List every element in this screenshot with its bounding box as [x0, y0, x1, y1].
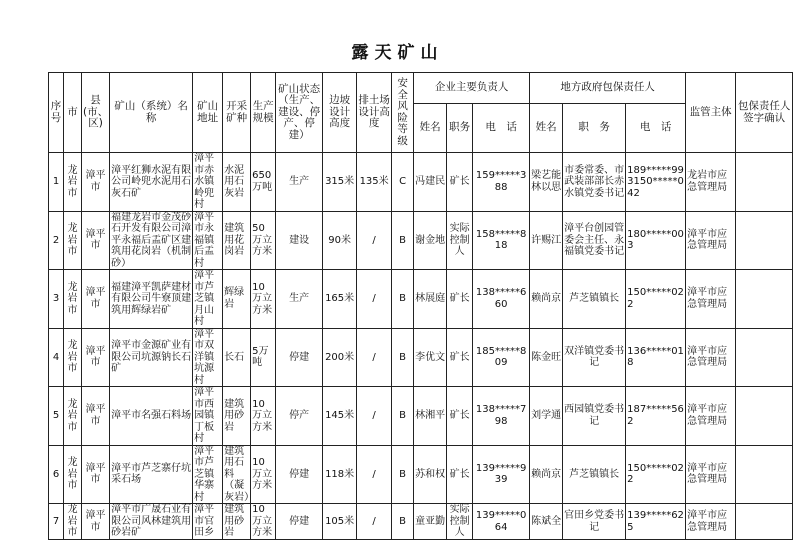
- header-gov-name: 姓名: [530, 104, 563, 153]
- cell-position: 矿长: [447, 153, 473, 212]
- cell-mine: 福建龙岩市金茂砂石开发有限公司漳平永福后盂矿区建筑用花岗岩（机制砂）: [111, 211, 192, 269]
- table-row: [49, 445, 793, 504]
- header-sign: 包保责任人签字确认: [736, 73, 793, 153]
- cell-dump: /: [357, 387, 392, 446]
- cell-city: 龙岩市: [64, 211, 82, 270]
- cell-city: 龙岩市: [64, 387, 82, 446]
- cell-seq: 7: [49, 504, 64, 540]
- cell-scale: 5万吨: [251, 328, 276, 387]
- cell-mineral: 水泥用石灰岩: [223, 153, 251, 212]
- cell-seq: 1: [49, 153, 64, 212]
- cell-risk: B: [392, 328, 414, 387]
- cell-gov-phone: 136*****018: [626, 328, 686, 387]
- table-row: [49, 270, 793, 329]
- header-county: 县(市、区): [82, 73, 110, 153]
- cell-seq: 4: [49, 328, 64, 387]
- cell-position: 矿长: [447, 328, 473, 387]
- cell-slope: 145米: [323, 387, 357, 446]
- cell-position: 矿长: [447, 270, 473, 329]
- cell-name: 李优文: [414, 328, 447, 387]
- cell-dump: /: [357, 270, 392, 329]
- cell-county: 漳平市: [82, 153, 110, 212]
- cell-name: 冯建民: [414, 153, 447, 212]
- cell-phone: 185*****809: [473, 328, 530, 387]
- header-dump-height: 排土场设计高度: [357, 73, 392, 153]
- cell-risk: B: [392, 211, 414, 270]
- header-city: 市: [64, 73, 82, 153]
- cell-phone: 138*****660: [473, 270, 530, 329]
- cell-supervisor: 龙岩市应急管理局: [686, 153, 736, 212]
- cell-mineral: 建筑用砂岩: [223, 387, 251, 446]
- cell-sign: [736, 153, 793, 212]
- cell-gov-position: 市委常委、市武装部部长赤水镇党委书记: [563, 153, 626, 212]
- cell-mine: 漳平红狮水泥有限公司岭兜水泥用石灰石矿: [110, 153, 193, 212]
- cell-risk: B: [392, 387, 414, 446]
- header-position: 职务: [447, 104, 473, 153]
- page-title: 露天矿山: [351, 43, 444, 63]
- header-scale: 生产规模: [251, 73, 276, 153]
- header-gov: 地方政府包保责任人: [530, 73, 686, 104]
- cell-city: 龙岩市: [64, 153, 82, 212]
- cell-status: 建设: [276, 211, 323, 270]
- cell-dump: /: [357, 328, 392, 387]
- cell-slope: 315米: [323, 153, 357, 212]
- table-row: [49, 387, 793, 446]
- cell-phone: 158*****818: [473, 211, 530, 270]
- cell-name: 谢金地: [414, 211, 447, 270]
- cell-county: 漳平市: [82, 328, 110, 387]
- cell-mine: 福建漳平凯萨建材有限公司牛寮顶建筑用辉绿岩矿: [110, 270, 193, 329]
- cell-sign: [736, 270, 793, 329]
- cell-sign: [736, 445, 793, 504]
- cell-dump: /: [357, 211, 392, 270]
- cell-mineral: 建筑用石料（凝灰岩）: [224, 445, 255, 503]
- header-phone: 电 话: [473, 104, 530, 153]
- cell-gov-phone: 150*****022: [626, 270, 686, 329]
- cell-dump: 135米: [357, 153, 392, 212]
- cell-slope: 90米: [323, 211, 357, 270]
- cell-sign: [736, 504, 793, 540]
- cell-supervisor: 漳平市应急管理局: [686, 445, 736, 504]
- cell-scale: 10万立方米: [251, 387, 276, 446]
- cell-status: 停产: [276, 387, 323, 446]
- cell-gov-name: 刘学通: [530, 387, 563, 446]
- cell-status: 停建: [276, 504, 323, 540]
- cell-city: 龙岩市: [64, 504, 82, 540]
- table-row: [49, 328, 793, 387]
- cell-mineral: 长石: [223, 328, 251, 387]
- header-risk-level: 安全风险等级: [392, 73, 414, 153]
- cell-scale: 650万吨: [251, 153, 276, 212]
- cell-mine: 漳平市芦芝寨仔坑采石场: [110, 445, 193, 504]
- cell-address: 漳平市芦芝镇华寨村: [193, 445, 223, 504]
- cell-gov-position: 西园镇党委书记: [563, 387, 626, 446]
- cell-gov-position: 芦芝镇镇长: [563, 445, 626, 504]
- cell-county: 漳平市: [82, 504, 110, 540]
- cell-city: 龙岩市: [64, 328, 82, 387]
- header-mineral: 开采矿种: [223, 73, 251, 153]
- table-row: [49, 211, 793, 270]
- cell-mineral: 建筑用花岗岩: [223, 211, 251, 270]
- cell-name: 林湘平: [414, 387, 447, 446]
- cell-gov-phone: 189*****993150*****042: [626, 153, 686, 212]
- cell-address: 漳平市赤水镇岭兜村: [193, 153, 223, 212]
- cell-sign: [736, 387, 793, 446]
- header-mine: 矿山（系统）名称: [110, 73, 193, 153]
- cell-sign: [736, 328, 793, 387]
- cell-phone: 139*****939: [473, 445, 530, 504]
- cell-supervisor: 漳平市应急管理局: [686, 328, 736, 387]
- cell-mine: 漳平市金源矿业有限公司坑源钠长石矿: [110, 328, 193, 387]
- cell-risk: B: [392, 445, 414, 504]
- cell-gov-name: 陈金旺: [530, 328, 563, 387]
- cell-status: 生产: [276, 153, 323, 212]
- cell-sign: [736, 211, 793, 270]
- header-supervisor: 监管主体: [686, 73, 736, 153]
- header-gov-phone: 电 话: [626, 104, 686, 153]
- cell-phone: 139*****064: [473, 504, 530, 540]
- cell-gov-phone: 180*****003: [626, 211, 686, 270]
- cell-mine: 漳平市名强石料场: [110, 387, 193, 446]
- cell-slope: 200米: [323, 328, 357, 387]
- cell-gov-phone: 150*****022: [626, 445, 686, 504]
- cell-supervisor: 漳平市应急管理局: [686, 270, 736, 329]
- cell-gov-position: 芦芝镇镇长: [563, 270, 626, 329]
- cell-risk: B: [392, 270, 414, 329]
- cell-status: 停建: [276, 328, 323, 387]
- mine-table: [48, 72, 793, 540]
- cell-dump: /: [357, 504, 392, 540]
- table-row: [49, 504, 793, 540]
- cell-scale: 10万立方米: [251, 270, 276, 329]
- cell-status: 生产: [276, 270, 323, 329]
- cell-position: 实际控制人: [447, 211, 473, 270]
- cell-county: 漳平市: [82, 270, 110, 329]
- cell-gov-position: 双洋镇党委书记: [563, 328, 626, 387]
- header-slope-height: 边坡设计高度: [323, 73, 357, 153]
- cell-gov-name: 赖尚京: [530, 270, 563, 329]
- cell-position: 实际控制人: [447, 504, 473, 540]
- header-seq: 序号: [49, 73, 64, 153]
- cell-position: 矿长: [447, 445, 473, 504]
- cell-seq: 3: [49, 270, 64, 329]
- cell-seq: 2: [49, 211, 64, 270]
- cell-phone: 159*****388: [473, 153, 530, 212]
- cell-scale: 10万立方米: [251, 445, 276, 504]
- header-name: 姓名: [414, 104, 447, 153]
- cell-position: 矿长: [447, 387, 473, 446]
- cell-phone: 138*****798: [473, 387, 530, 446]
- cell-county: 漳平市: [82, 387, 110, 446]
- cell-city: 龙岩市: [64, 445, 82, 504]
- cell-address: 漳平市永福镇后盂村: [193, 211, 223, 270]
- header-gov-position: 职 务: [563, 104, 626, 153]
- cell-address: 漳平市双洋镇坑源村: [193, 328, 223, 387]
- cell-gov-position: 官田乡党委书记: [563, 504, 626, 540]
- cell-gov-name: 许赐江: [530, 211, 563, 270]
- cell-gov-name: 陈斌全: [530, 504, 563, 540]
- cell-scale: 10万立方米: [251, 504, 276, 540]
- cell-supervisor: 漳平市应急管理局: [686, 211, 736, 270]
- header-enterprise: 企业主要负责人: [414, 73, 530, 104]
- cell-mine: 漳平市广晟石业有限公司风林建筑用砂岩矿: [111, 504, 192, 539]
- cell-gov-phone: 187*****562: [626, 387, 686, 446]
- cell-supervisor: 漳平市应急管理局: [686, 504, 736, 540]
- cell-seq: 5: [49, 387, 64, 446]
- cell-city: 龙岩市: [64, 270, 82, 329]
- cell-county: 漳平市: [82, 445, 110, 504]
- cell-slope: 118米: [323, 445, 357, 504]
- cell-status: 停建: [276, 445, 323, 504]
- cell-risk: C: [392, 153, 414, 212]
- cell-dump: /: [357, 445, 392, 504]
- cell-name: 林展庭: [414, 270, 447, 329]
- cell-mineral: 建筑用砂岩: [223, 504, 251, 540]
- cell-gov-name: 梁艺能林以思: [530, 153, 563, 212]
- cell-gov-phone: 139*****625: [626, 504, 686, 540]
- cell-scale: 50万立方米: [251, 211, 276, 270]
- cell-slope: 105米: [323, 504, 357, 540]
- cell-risk: B: [392, 504, 414, 540]
- cell-gov-name: 赖尚京: [530, 445, 563, 504]
- cell-name: 苏和权: [414, 445, 447, 504]
- cell-supervisor: 漳平市应急管理局: [686, 387, 736, 446]
- cell-seq: 6: [49, 445, 64, 504]
- table-row: [49, 153, 793, 212]
- cell-address: 漳平市西园镇丁板村: [193, 387, 223, 446]
- cell-mineral: 辉绿岩: [223, 270, 251, 329]
- header-address: 矿山地址: [193, 73, 223, 153]
- cell-gov-position: 漳平台创园管委会主任、永福镇党委书记: [563, 211, 626, 270]
- cell-slope: 165米: [323, 270, 357, 329]
- header-status: 矿山状态（生产、建设、停产、停建）: [276, 73, 323, 153]
- cell-address: 漳平市芦芝镇月山村: [193, 270, 223, 329]
- cell-name: 童亚勤: [414, 504, 447, 540]
- cell-address: 漳平市官田乡: [193, 504, 223, 540]
- cell-county: 漳平市: [82, 211, 110, 270]
